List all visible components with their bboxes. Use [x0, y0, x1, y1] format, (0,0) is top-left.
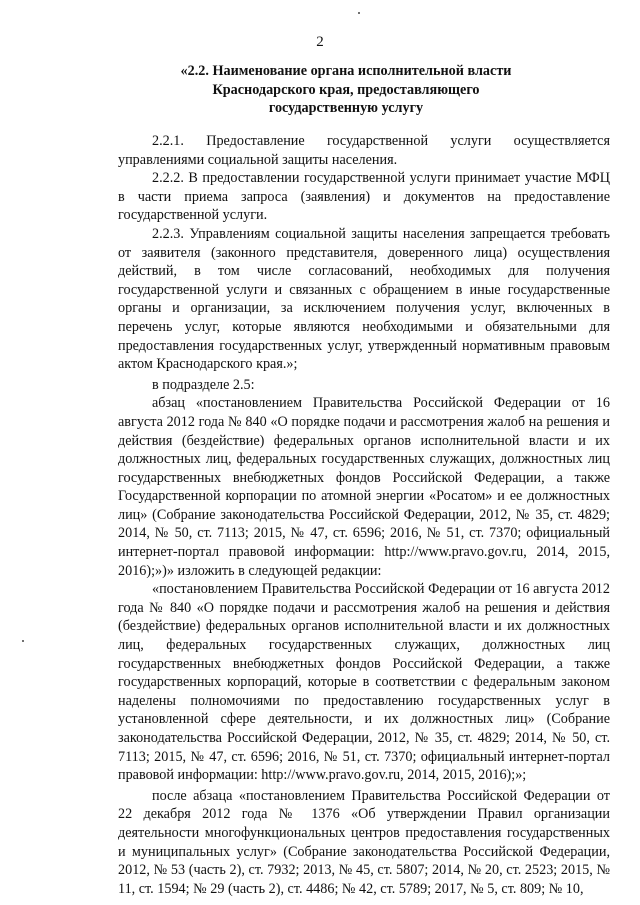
page-number: 2 [316, 34, 324, 50]
paragraph-subsection-2-5: в подразделе 2.5: [152, 376, 255, 393]
heading-line-2: Краснодарского края, предоставляющего [212, 81, 480, 98]
paragraph-old-wording: абзац «постановлением Правительства Российской Федерации от 16 августа 2012 года № 840 «О порядке подачи и рассмотрения жалоб на решения и действия (бездействие) федеральных органов исполнительной власти и их должностных лиц, федеральных государственных служащих, должностных лиц государственных внебюджетных фондов Российской Федерации, а также Государственной корпорации по атомной энергии «Росатом» и ее должностных лиц» (Собрание законодательства Российской Федерации, 2012, № 35, ст. 4829; 2014, № 50, ст. 7113; 2015, № 47, ст. 6596; 2016, № 51, ст. 7370; официальный интернет-портал правовой информации: http://www.pravo.gov.ru, 2014, 2015, 2016);»)» изложить в следующей редакции: [118, 395, 610, 579]
paragraph-2-2-2: 2.2.2. В предоставлении государственной услуги принимает участие МФЦ в части приема запроса (заявления) и документов на предоставление государственной услуги. [118, 170, 610, 224]
scan-speck [358, 12, 360, 14]
paragraph-after-abzac: после абзаца «постановлением Правительства Российской Федерации от 22 декабря 2012 года № 1376 «Об утверждении Правил организации деятельности многофункциональных центров предоставления государственных и муниципальных услуг» (Собрание законодательства Российской Федерации, 2012, № 53 (часть 2), ст. 7932; 2013, № 45, ст. 5807; 2014, № 20, ст. 2523; 2015, № 11, ст. 1594; № 29 (часть 2), ст. 4486; № 42, ст. 5789; 2017, № 5, ст. 809; № 10, [118, 787, 610, 897]
paragraph-new-wording: «постановлением Правительства Российской Федерации от 16 августа 2012 года № 840 «О порядке подачи и рассмотрения жалоб на решения и действия (бездействие) федеральных органов исполнительной власти и их должностных лиц, федеральных государственных служащих, должностных лиц государственных внебюджетных фондов Российской Федерации, а также государственных корпораций, которые в соответствии с федеральным законом наделены полномочиями по предоставлению государственных услуг в установленной сфере деятельности, и их должностных лиц» (Собрание законодательства Российской Федерации, 2012, № 35, ст. 4829; 2014, № 50, ст. 7113; 2015, № 47, ст. 6596; 2016, № 51, ст. 7370; официальный интернет-портал правовой информации: http://www.pravo.gov.ru, 2014, 2015, 2016);»; [118, 581, 610, 784]
heading-line-3: государственную услугу [268, 100, 424, 116]
paragraph-2-2-1: 2.2.1. Предоставление государственной услуги осуществляется управлениями социальной защиты населения. [118, 133, 610, 168]
document-body [118, 132, 610, 898]
heading-line-1: «2.2. Наименование органа исполнительной власти [180, 63, 512, 79]
section-heading [130, 62, 562, 118]
scan-speck [22, 640, 24, 642]
paragraph-2-2-3: 2.2.3. Управлениям социальной защиты населения запрещается требовать от заявителя (законного представителя, доверенного лица) осуществления действий, в том числе согласований, необходимых для получения государственной услуги и связанных с обращением в иные государственные органы и организации, за исключением получения услуг, включенных в перечень услуг, которые являются необходимыми и обязательными для предоставления государственных услуг, утвержденный нормативным правовым актом Краснодарского края.»; [118, 225, 610, 373]
